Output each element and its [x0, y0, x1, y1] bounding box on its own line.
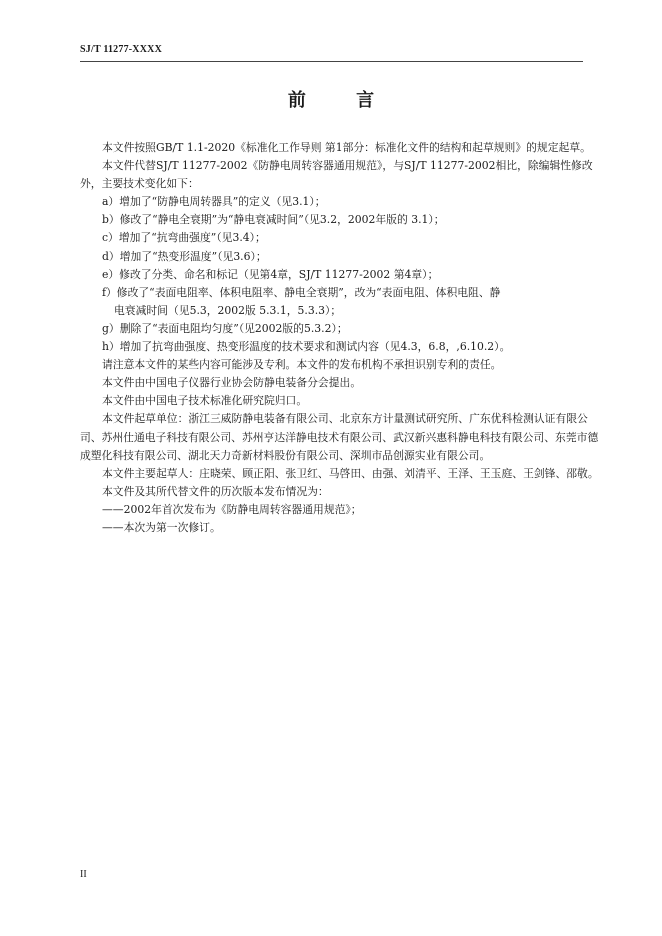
paragraph-history: 本文件及其所代替文件的历次版本发布情况为：	[102, 484, 329, 498]
paragraph-basis: 本文件按照GB/T 1.1-2020《标准化工作导则 第1部分：标准化文件的结构和起草规则》的规定起草。	[102, 141, 591, 154]
change-item-g: g）删除了“表面电阻均匀度”（见2002版的5.3.2）；	[102, 321, 348, 335]
history-item: ——2002年首次发布为《防静电周转容器通用规范》；	[102, 502, 362, 516]
paragraph-patent-notice: 请注意本文件的某些内容可能涉及专利。本文件的发布机构不承担识别专利的责任。	[102, 358, 502, 372]
page-title: 前 言	[287, 90, 397, 111]
change-item-c: c）增加了“抗弯曲强度”（见3.4）；	[102, 231, 266, 245]
document-code: SJ/T 11277-XXXX	[80, 44, 162, 55]
change-item-f-continuation: 电衰减时间（见5.3，2002版 5.3.1，5.3.3）；	[114, 303, 342, 317]
header-rule	[80, 61, 583, 62]
change-item-a: a）增加了“防静电周转器具”的定义（见3.1）；	[102, 195, 326, 209]
page-number: II	[80, 869, 87, 880]
change-item-d: d）增加了“热变形温度”（见3.6）；	[102, 249, 267, 263]
change-item-h: h）增加了抗弯曲强度、热变形温度的技术要求和测试内容（见4.3，6.8，,6.10.2）。	[102, 340, 511, 354]
change-item-b: b）修改了“静电全衰期”为“静电衰减时间”（见3.2，2002年版的 3.1）；	[102, 213, 445, 227]
paragraph-administrator: 本文件由中国电子技术标准化研究院归口。	[102, 394, 308, 408]
paragraph-proposer: 本文件由中国电子仪器行业协会防静电装备分会提出。	[102, 376, 362, 390]
paragraph-drafting-units: 本文件起草单位：浙江三威防静电装备有限公司、北京东方计量测试研究所、广东优科检测认证有限公司、苏州仕通电子科技有限公司、苏州亨达洋静电技术有限公司、武汉新兴惠科静电科技有限公司、东莞市德成塑化科技有限公司、湖北天力奇新材料股份有限公司、深圳市品创源实业有限公司。	[80, 412, 599, 462]
document-body	[80, 139, 608, 537]
change-item-f: f）修改了“表面电阻率、体积电阻率、静电全衰期”，改为“表面电阻、体积电阻、静	[102, 285, 501, 299]
paragraph-drafters: 本文件主要起草人：庄晓荣、顾正阳、张卫红、马啓田、由强、刘清平、王泽、王玉庭、王剑锋、邵敬。	[102, 466, 599, 480]
change-item-e: e）修改了分类、命名和标记（见第4章，SJ/T 11277-2002 第4章）；	[102, 267, 439, 281]
history-item: ——本次为第一次修订。	[102, 520, 221, 534]
paragraph-replacement: 本文件代替SJ/T 11277-2002《防静电周转容器通用规范》，与SJ/T 11277-2002相比，除编辑性修改外，主要技术变化如下：	[80, 159, 593, 191]
